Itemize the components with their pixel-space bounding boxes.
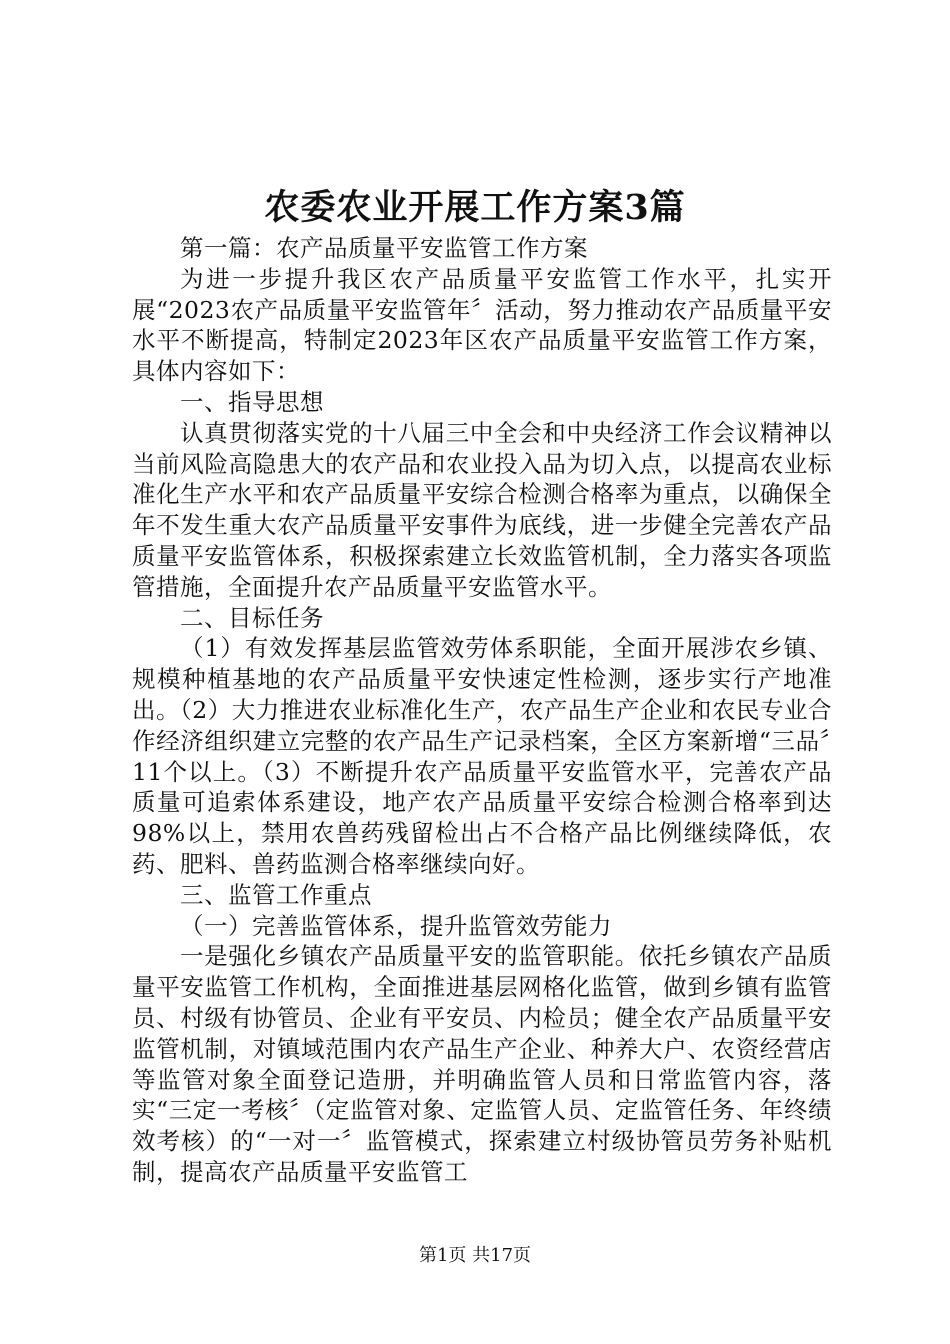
document-title: 农委农业开展工作方案3篇 [264, 187, 686, 228]
intro-paragraph: 为进一步提升我区农产品质量平安监管工作水平，扎实开展“2023农产品质量平安监管年〞活动，努力推动农产品质量平安水平不断提高，特制定2023年区农产品质量平安监管工作方案，具体内容如下： [132, 264, 832, 386]
section-heading-guiding-ideas: 一、指导思想 [180, 387, 324, 416]
section-heading-part-one: 第一篇：农产品质量平安监管工作方案 [180, 234, 588, 262]
guiding-ideas-paragraph: 认真贯彻落实党的十八届三中全会和中央经济工作会议精神以当前风险高隐患大的农产品和农业投入品为切入点，以提高农业标准化生产水平和农产品质量平安综合检测合格率为重点，以确保全年不发生重大农产品质量平安事件为底线，进一步健全完善农产品质量平安监管体系，积极探索建立长效监管机制，全力落实各项监管措施，全面提升农产品质量平安监管水平。 [132, 418, 832, 601]
page-number-footer: 第1页 共17页 [418, 1245, 532, 1266]
section-heading-targets: 二、目标任务 [180, 603, 324, 632]
targets-paragraph: （1）有效发挥基层监管效劳体系职能，全面开展涉农乡镇、规模种植基地的农产品质量平安快速定性检测，逐步实行产地准出。（2）大力推进农业标准化生产，农产品生产企业和农民专业合作经济组织建立完整的农产品生产记录档案，全区方案新增“三品〞11个以上。（3）不断提升农产品质量平安监管水平，完善农产品质量可追索体系建设，地产农产品质量平安综合检测合格率到达98%以上，禁用农兽药残留检出占不合格产品比例继续降低，农药、肥料、兽药监测合格率继续向好。 [132, 634, 832, 878]
section-heading-supervision-focus: 三、监管工作重点 [180, 880, 372, 909]
supervision-paragraph: 一是强化乡镇农产品质量平安的监管职能。依托乡镇农产品质量平安监管工作机构，全面推进基层网格化监管，做到乡镇有监管员、村级有协管员、企业有平安员、内检员；健全农产品质量平安监管机制，对镇域范围内农产品生产企业、种养大户、农资经营店等监管对象全面登记造册，并明确监管人员和日常监管内容，落实“三定一考核〞（定监管对象、定监管人员、定监管任务、年终绩效考核）的“一对一〞监管模式，探索建立村级协管员劳务补贴机制，提高农产品质量平安监管工 [132, 942, 832, 1186]
document-body [132, 233, 832, 1188]
subsection-heading-system: （一）完善监管体系，提升监管效劳能力 [180, 911, 612, 940]
